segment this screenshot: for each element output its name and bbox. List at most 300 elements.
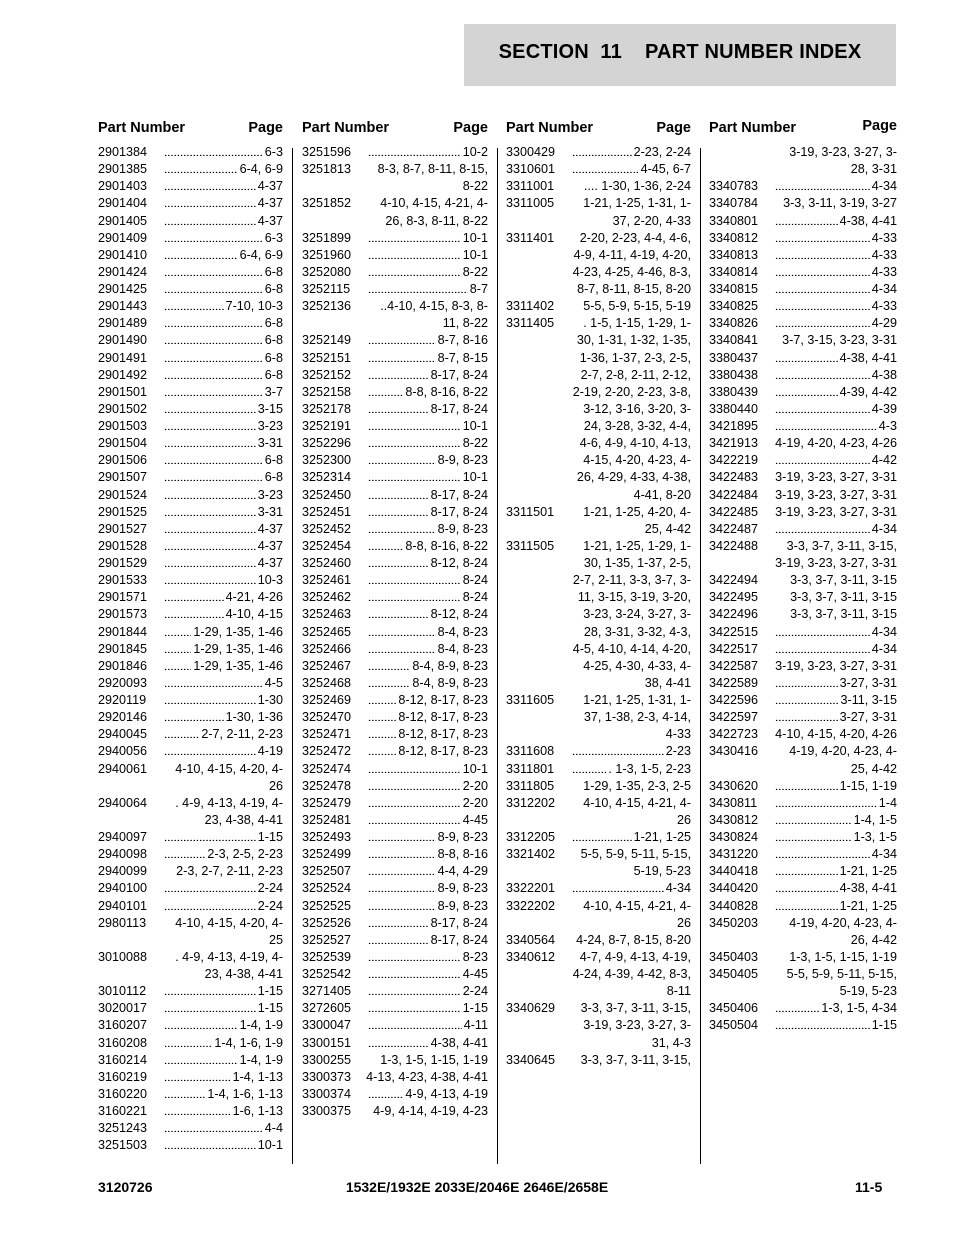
index-entry	[302, 264, 488, 281]
part-number: 3252191	[302, 419, 352, 433]
part-number: 3252470	[302, 710, 352, 725]
index-entry	[302, 538, 488, 555]
index-column-1	[98, 118, 283, 1153]
page-refs: 4-34	[871, 624, 897, 639]
part-number: 2901506	[98, 453, 148, 468]
index-entry	[302, 658, 488, 675]
page-refs-cell	[773, 624, 897, 641]
index-entry	[98, 709, 283, 726]
page-refs-cell	[366, 195, 488, 229]
page-refs: 1-4, 1-13	[232, 1069, 283, 1084]
page-refs: 4-10, 4-15, 4-20, 4-26	[175, 761, 283, 793]
header-page: Page	[248, 120, 283, 136]
index-entry	[709, 487, 897, 504]
page-refs: 4-37	[257, 556, 283, 570]
page-refs: 4-34	[665, 881, 691, 896]
page-refs-cell	[570, 778, 691, 795]
part-number: 3252149	[302, 333, 352, 348]
part-number: 2940097	[98, 830, 148, 844]
page-refs-cell	[366, 675, 488, 692]
page-refs: 1-30, 1-36	[225, 710, 283, 725]
page-refs-cell	[570, 761, 691, 778]
index-entry	[98, 264, 283, 281]
part-number: 3252465	[302, 624, 352, 639]
index-entry	[709, 195, 897, 212]
part-number: 3422494	[709, 573, 759, 588]
part-number: 3422487	[709, 521, 759, 536]
page-refs-cell	[366, 487, 488, 504]
page-refs-cell	[570, 538, 691, 692]
part-number: 2901844	[98, 624, 148, 639]
part-number: 3251503	[98, 1138, 148, 1153]
page-refs: 8-12, 8-17, 8-23	[398, 727, 488, 742]
part-number: 3020017	[98, 1001, 148, 1016]
page-refs-cell	[162, 949, 283, 983]
page-refs-cell	[366, 692, 488, 709]
page-refs: 4-10, 4-15, 4-21, 4-26, 8-3, 8-11, 8-22	[380, 196, 488, 228]
page-refs-cell	[773, 863, 897, 880]
part-number: 3311402	[506, 299, 555, 314]
part-number: 3322202	[506, 898, 556, 913]
page-refs-cell	[366, 469, 488, 486]
part-number: 3311401	[506, 230, 555, 245]
page-refs-cell	[570, 692, 691, 743]
page-refs: 8-8, 8-16, 8-22	[405, 384, 488, 399]
index-entry	[302, 1103, 488, 1120]
part-number: 3251243	[98, 1121, 148, 1136]
part-number: 3340612	[506, 949, 556, 964]
page-refs: 6-8	[264, 367, 283, 382]
page-refs: 10-1	[462, 230, 488, 245]
index-entry	[709, 213, 897, 230]
page-refs: 8-24	[462, 573, 488, 588]
page-refs: 8-12, 8-24	[430, 607, 488, 622]
index-entry	[709, 743, 897, 777]
index-entry	[302, 1069, 488, 1086]
index-entry	[98, 658, 283, 675]
part-number: 2901405	[98, 213, 148, 228]
page-refs: 4-38, 4-41	[839, 881, 897, 896]
page-refs-cell	[570, 743, 691, 760]
page-refs-cell	[366, 795, 488, 812]
part-number: 3300373	[302, 1069, 352, 1084]
page-refs: 4-37	[257, 196, 283, 211]
index-entry	[98, 178, 283, 195]
index-entry	[302, 795, 488, 812]
index-entry	[709, 1017, 897, 1034]
index-entry	[709, 658, 897, 675]
part-number: 3252314	[302, 470, 352, 485]
index-entry	[302, 915, 488, 932]
index-entry	[98, 555, 283, 572]
index-entry	[98, 332, 283, 349]
index-entry	[302, 384, 488, 401]
page-refs-cell	[366, 230, 488, 247]
page-refs: 4-19, 4-20, 4-23, 4-26, 4-42	[789, 915, 897, 947]
page-refs-cell	[162, 641, 283, 658]
page-refs: 8-7	[469, 282, 488, 296]
index-entry	[302, 1086, 488, 1103]
page-refs-cell	[366, 812, 488, 829]
page-refs-cell	[773, 195, 897, 212]
part-number: 3252080	[302, 264, 352, 279]
page-refs: 2-24	[257, 898, 283, 913]
page-refs: 8-12, 8-17, 8-23	[398, 710, 488, 725]
page-refs-cell	[162, 589, 283, 606]
page-refs: 3-3, 3-7, 3-11, 3-15, 3-19, 3-23, 3-27, 3-31, 4-3	[580, 1001, 691, 1050]
index-entry	[709, 709, 897, 726]
index-entry	[506, 761, 691, 778]
page-refs-cell	[162, 195, 283, 212]
page-refs-cell	[366, 1103, 488, 1120]
page-refs: 3-3, 3-11, 3-19, 3-27	[783, 196, 897, 211]
part-number: 3252478	[302, 778, 352, 793]
index-entry	[302, 846, 488, 863]
page-refs-cell	[162, 1035, 283, 1052]
page-refs-cell	[162, 281, 283, 298]
page-refs-cell	[162, 487, 283, 504]
index-entry	[302, 418, 488, 435]
page-refs-cell	[366, 1086, 488, 1103]
page-refs: 8-4, 8-9, 8-23	[412, 675, 488, 690]
index-entry	[709, 778, 897, 795]
page-refs: . 1-5, 1-15, 1-29, 1-30, 1-31, 1-32, 1-35, 1-36, 1-37, 2-3, 2-5, 2-7, 2-8, 2-11, 2-12, 2-19, 2-20, 2-23, 3-8, 3-12, 3-16, 3-20, 3-24, 3-28, 3-32, 4-4, 4-6, 4-9, 4-10, 4-13, 4-15, 4-20, 4-23, 4-26, 4-29, 4-33, 4-38, 4-41, 8-20	[572, 316, 691, 502]
page-refs-cell	[366, 435, 488, 452]
index-entry	[302, 298, 488, 332]
part-number: 3300375	[302, 1104, 352, 1118]
index-entry	[302, 230, 488, 247]
part-number: 3160214	[98, 1052, 148, 1067]
page-refs: 8-9, 8-23	[437, 830, 488, 844]
page-refs-cell	[773, 915, 897, 949]
index-entry	[98, 572, 283, 589]
part-number: 3310601	[506, 162, 556, 177]
header-part-number: Part Number	[709, 120, 797, 136]
part-number: 2901533	[98, 573, 148, 588]
part-number: 3252461	[302, 573, 352, 588]
index-entry	[98, 863, 283, 880]
page-refs: 4-33	[871, 247, 897, 262]
part-number: 3252474	[302, 761, 352, 776]
page-refs: 8-7, 8-16	[437, 333, 488, 348]
page-refs: 6-8	[264, 350, 283, 365]
part-number: 3340825	[709, 299, 759, 314]
page-refs: 4-37	[257, 521, 283, 536]
index-entry	[302, 675, 488, 692]
page-refs-cell	[366, 966, 488, 983]
page-refs-cell	[366, 384, 488, 401]
index-entry	[302, 1017, 488, 1034]
page-refs: 4-33	[871, 264, 897, 279]
header-part-number: Part Number	[302, 120, 390, 136]
part-number: 3252467	[302, 658, 352, 673]
page-refs: 4-10, 4-15	[225, 607, 283, 622]
index-entry	[506, 538, 691, 692]
index-entry	[506, 1052, 691, 1069]
part-number: 2901425	[98, 282, 148, 296]
page-refs-cell	[162, 521, 283, 538]
page-refs: 2-3, 2-7, 2-11, 2-23	[176, 864, 283, 879]
index-entry	[709, 572, 897, 589]
index-entry	[506, 230, 691, 299]
page-refs-cell	[570, 949, 691, 1000]
page-refs: 8-17, 8-24	[430, 932, 488, 947]
part-number: 2901573	[98, 607, 148, 622]
page-refs-cell	[773, 898, 897, 915]
index-entry	[302, 1035, 488, 1052]
page-refs: 4-37	[257, 538, 283, 553]
entry-list	[709, 144, 897, 1035]
page-refs: 1-21, 1-25, 1-31, 1-37, 1-38, 2-3, 4-14, 4-33	[583, 693, 691, 742]
page-refs-cell	[773, 298, 897, 315]
page-refs: 10-1	[257, 1138, 283, 1153]
page-refs: 4-39	[871, 401, 897, 416]
page-refs-cell	[366, 624, 488, 641]
index-entry	[98, 589, 283, 606]
part-number: 2901528	[98, 538, 148, 553]
part-number: 3252469	[302, 693, 352, 707]
part-number: 3422483	[709, 470, 759, 485]
part-number: 3312205	[506, 830, 556, 844]
part-number: 3252542	[302, 967, 352, 981]
part-number: 3252468	[302, 675, 352, 690]
column-header	[709, 118, 897, 142]
page-refs: 8-9, 8-23	[437, 521, 488, 536]
part-number: 3010112	[98, 984, 147, 999]
page-refs: 1-21, 1-25	[633, 830, 691, 844]
page-refs-cell	[570, 1052, 691, 1069]
page-refs: 8-7, 8-15	[437, 350, 488, 365]
page-refs-cell	[570, 144, 691, 161]
page-refs: 4-10, 4-15, 4-21, 4-26	[583, 898, 691, 930]
page-refs: 8-23	[462, 949, 488, 964]
page-refs: 4-5	[264, 675, 283, 690]
index-entry	[302, 606, 488, 623]
page-refs-cell	[162, 898, 283, 915]
index-entry	[709, 332, 897, 349]
page-refs: 3-19, 3-23, 3-27, 3-31	[775, 504, 897, 519]
page-refs: 8-4, 8-9, 8-23	[412, 658, 488, 673]
header-page: Page	[656, 120, 691, 136]
part-number: 3311505	[506, 538, 555, 553]
index-entry	[709, 966, 897, 1000]
index-entry	[709, 418, 897, 435]
index-entry	[506, 195, 691, 229]
page-refs-cell	[162, 624, 283, 641]
part-number: 3251899	[302, 230, 352, 245]
page-refs: 1-4, 1-6, 1-9	[214, 1035, 283, 1050]
page-refs: 3-15	[257, 401, 283, 416]
index-entry	[302, 247, 488, 264]
part-number: 3252451	[302, 504, 352, 519]
index-entry	[98, 298, 283, 315]
page-refs-cell	[162, 1103, 283, 1120]
index-entry	[709, 624, 897, 641]
page-refs: 5-5, 5-9, 5-11, 5-15, 5-19, 5-23	[786, 967, 897, 999]
page-refs-cell	[366, 726, 488, 743]
part-number: 3300374	[302, 1086, 352, 1101]
page-refs: . 1-3, 1-5, 2-23	[608, 761, 691, 776]
page-refs-cell	[773, 572, 897, 589]
index-entry	[302, 743, 488, 760]
part-number: 2901524	[98, 487, 148, 502]
page-refs-cell	[366, 949, 488, 966]
part-number: 2901845	[98, 641, 148, 656]
index-entry	[506, 178, 691, 195]
page-refs-cell	[773, 487, 897, 504]
index-entry	[302, 949, 488, 966]
page-refs-cell	[773, 949, 897, 966]
index-entry	[506, 144, 691, 161]
page-refs-cell	[570, 795, 691, 829]
index-entry	[709, 641, 897, 658]
page-refs: 3-7	[264, 384, 283, 399]
page-refs-cell	[162, 247, 283, 264]
part-number: 3311605	[506, 693, 555, 707]
page-refs-cell	[162, 1052, 283, 1069]
part-number: 2901384	[98, 145, 148, 159]
section-banner	[464, 24, 896, 86]
page-refs: 8-9, 8-23	[437, 453, 488, 468]
page-refs-cell	[570, 161, 691, 178]
page-refs: . 4-9, 4-13, 4-19, 4-23, 4-38, 4-41	[175, 949, 283, 981]
page-refs-cell	[366, 247, 488, 264]
page-refs: 4-38, 4-41	[839, 350, 897, 365]
page-refs: 4-3	[878, 419, 897, 433]
index-entry	[506, 829, 691, 846]
page-refs: 1-29, 1-35, 1-46	[193, 624, 283, 639]
part-number: 3160220	[98, 1086, 148, 1101]
page-refs-cell	[570, 846, 691, 880]
page-refs: 4-39, 4-42	[839, 384, 897, 399]
index-entry	[709, 692, 897, 709]
part-number: 2901491	[98, 350, 148, 365]
page-refs: 1-30	[257, 693, 283, 707]
page-refs-cell	[366, 504, 488, 521]
index-entry	[98, 1000, 283, 1017]
part-number: 3311405	[506, 316, 555, 331]
page-refs: 3-7, 3-15, 3-23, 3-31	[782, 333, 897, 348]
part-number: 3422517	[709, 641, 759, 656]
page-refs: 3-3, 3-7, 3-11, 3-15	[790, 607, 897, 622]
column-divider	[292, 148, 293, 1164]
page-refs-cell	[162, 264, 283, 281]
page-refs: 4-34	[871, 179, 897, 194]
page-refs: 8-12, 8-17, 8-23	[398, 693, 488, 707]
page-refs: 4-45	[462, 967, 488, 981]
part-number: 2901525	[98, 504, 148, 519]
page-refs: 3-19, 3-23, 3-27, 3-31	[775, 470, 897, 485]
page-refs-cell	[366, 281, 488, 298]
page-refs: 1-15	[871, 1018, 897, 1033]
page-refs: 8-17, 8-24	[430, 401, 488, 416]
index-entry	[98, 641, 283, 658]
page-refs-cell	[162, 863, 283, 880]
part-number: 3340645	[506, 1052, 556, 1067]
page-refs: 1-21, 1-25	[839, 864, 897, 879]
part-number: 3010088	[98, 949, 148, 964]
page-refs-cell	[773, 778, 897, 795]
page-refs-cell	[366, 589, 488, 606]
page-refs: 4-34	[871, 521, 897, 536]
page-refs-cell	[162, 1137, 283, 1154]
index-entry	[98, 880, 283, 897]
page-refs-cell	[773, 401, 897, 418]
index-entry	[302, 761, 488, 778]
part-number: 3300047	[302, 1018, 352, 1033]
index-entry	[98, 213, 283, 230]
index-entry	[506, 298, 691, 315]
page-refs-cell	[162, 315, 283, 332]
page-refs-cell	[366, 538, 488, 555]
part-number: 3340783	[709, 179, 759, 194]
index-column-4	[709, 118, 897, 1033]
page-refs-cell	[162, 846, 283, 863]
index-entry	[506, 743, 691, 760]
page-refs: 1-21, 1-25	[839, 898, 897, 913]
index-entry	[709, 829, 897, 846]
part-number: 3440418	[709, 864, 759, 879]
part-number: 3440828	[709, 898, 759, 913]
index-entry	[506, 932, 691, 949]
part-number: 3311805	[506, 778, 555, 793]
page-refs-cell	[366, 555, 488, 572]
page-refs-cell	[773, 332, 897, 349]
page-refs: 8-8, 8-16	[437, 847, 488, 862]
part-number: 3252151	[302, 350, 352, 365]
page-refs: 2-20, 2-23, 4-4, 4-6, 4-9, 4-11, 4-19, 4-20, 4-23, 4-25, 4-46, 8-3, 8-7, 8-11, 8-15, 8-20	[572, 230, 691, 296]
page-refs-cell	[162, 298, 283, 315]
part-number: 3252481	[302, 812, 352, 827]
index-entry	[709, 726, 897, 743]
page-refs: 4-10, 4-15, 4-20, 4-25	[175, 915, 283, 947]
index-entry	[506, 795, 691, 829]
index-entry	[506, 161, 691, 178]
page-refs-cell	[366, 264, 488, 281]
index-entry	[709, 230, 897, 247]
part-number: 3430620	[709, 778, 759, 793]
part-number: 3431220	[709, 847, 759, 862]
page-refs: 3-31	[257, 504, 283, 519]
page-refs: 3-23	[257, 487, 283, 502]
part-number: 3311501	[506, 504, 555, 519]
page-refs: 1-15	[257, 830, 283, 844]
page-refs: 3-27, 3-31	[839, 710, 897, 725]
page-refs-cell	[570, 298, 691, 315]
index-entry	[98, 898, 283, 915]
page-refs-cell	[162, 795, 283, 829]
page-refs-cell	[773, 264, 897, 281]
index-entry	[98, 230, 283, 247]
page-refs-cell	[366, 778, 488, 795]
part-number: 3252178	[302, 401, 352, 416]
part-number: 3252450	[302, 487, 352, 502]
page-refs-cell	[162, 452, 283, 469]
page-refs-cell	[162, 1000, 283, 1017]
index-entry	[302, 880, 488, 897]
page-refs-cell	[366, 880, 488, 897]
page-refs-cell	[366, 1069, 488, 1086]
page-refs: 6-3	[264, 230, 283, 245]
part-number: 3272605	[302, 1001, 352, 1016]
part-number: 3252493	[302, 830, 352, 844]
part-number: 2901846	[98, 658, 148, 673]
index-entry	[98, 983, 283, 1000]
page-refs: 4-34	[871, 282, 897, 296]
part-number: 2940099	[98, 864, 148, 879]
page-refs-cell	[773, 829, 897, 846]
header-part-number: Part Number	[98, 120, 186, 136]
